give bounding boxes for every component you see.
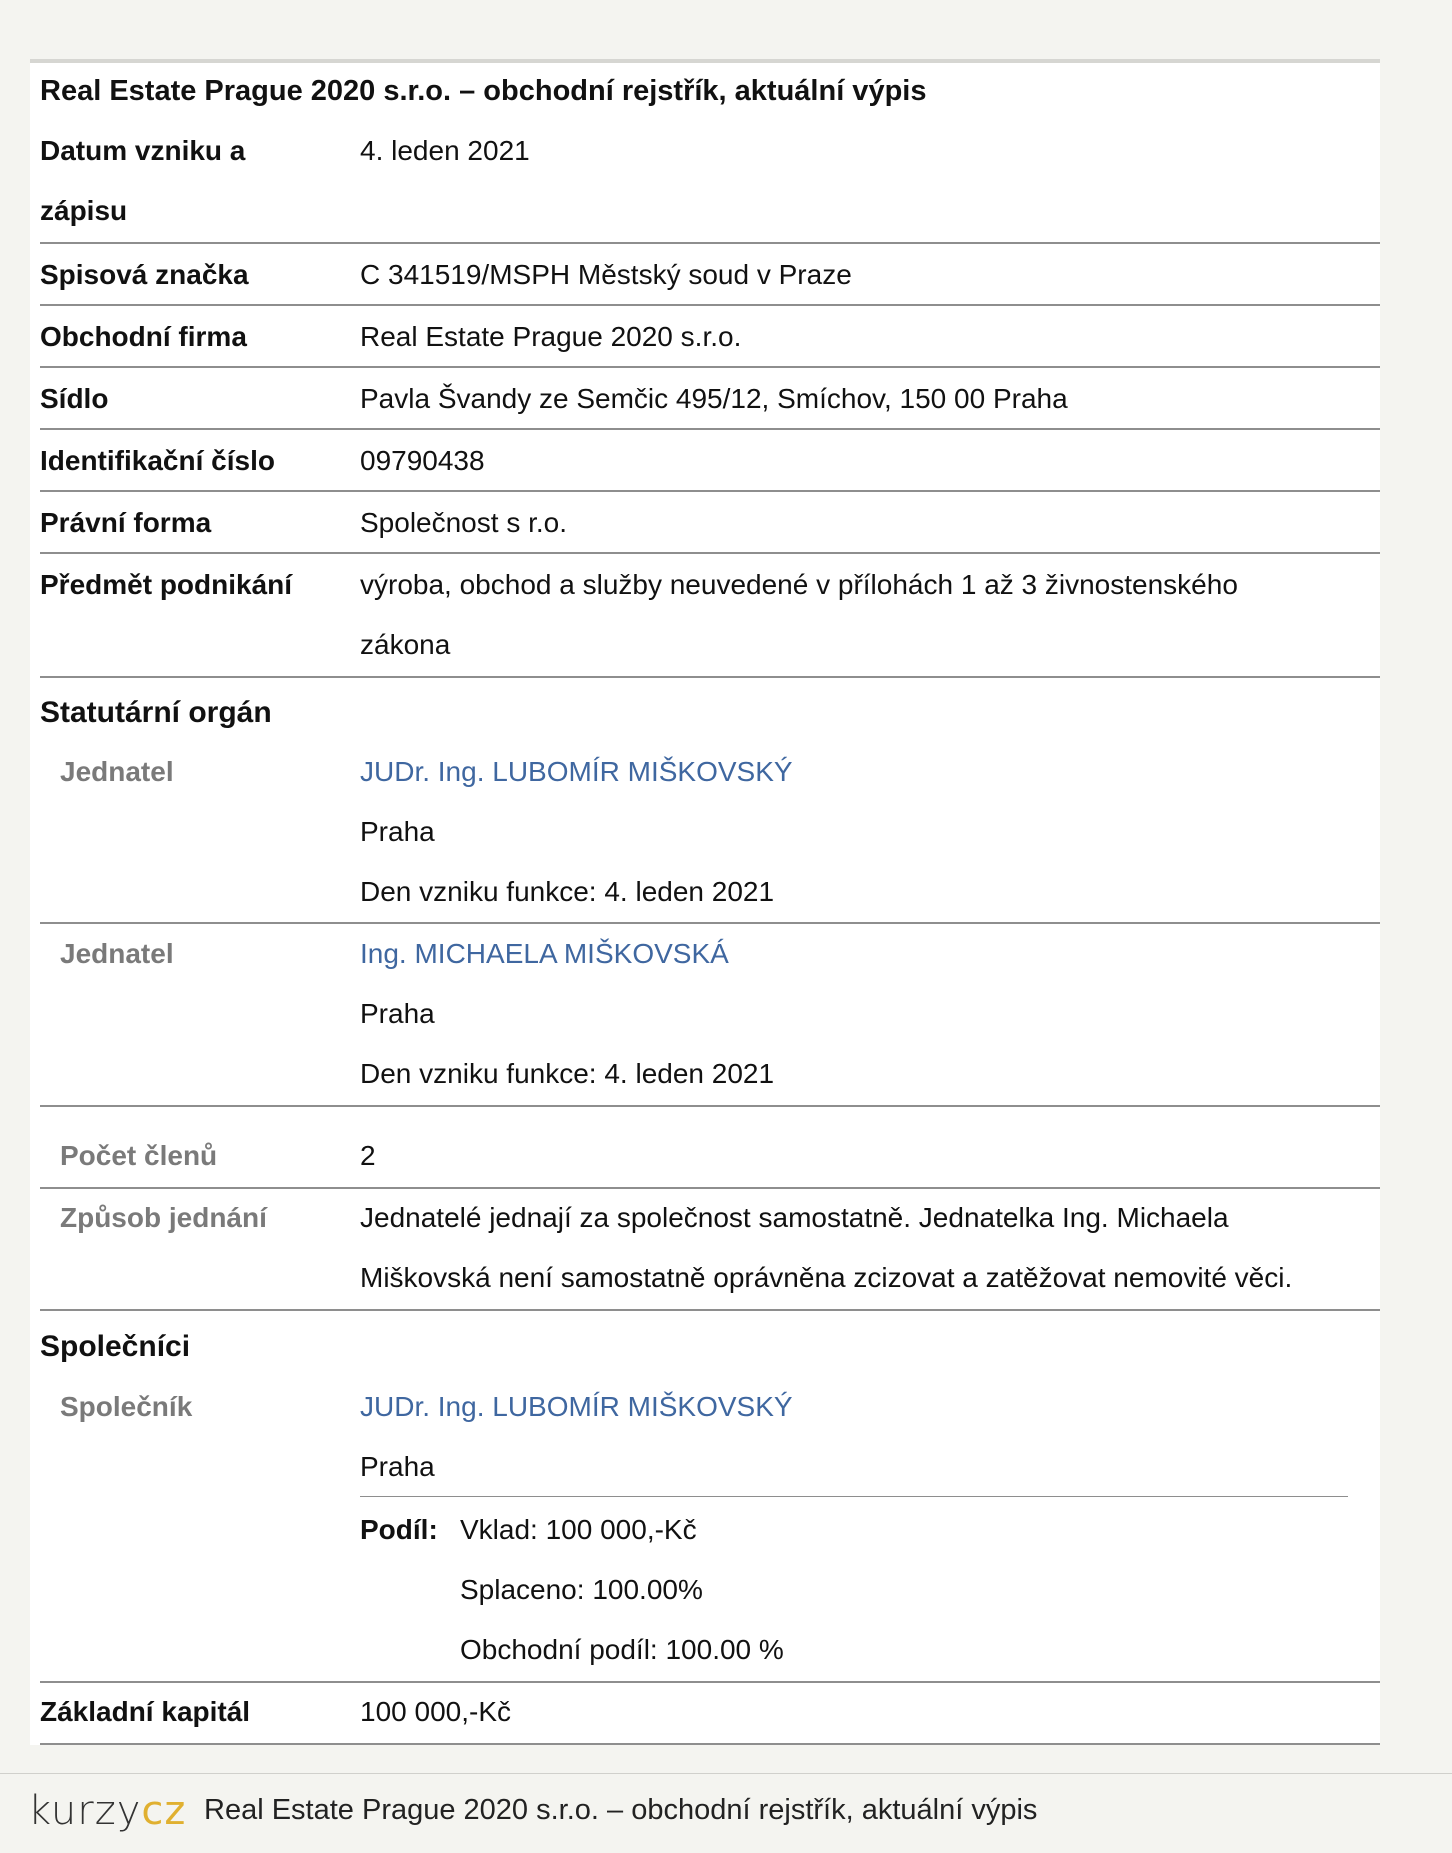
label-forma: Právní forma [40,507,212,538]
divider [40,366,1380,368]
divider [40,676,1380,678]
divider [40,552,1380,554]
value-splaceno: Splaceno: 100.00% [460,1574,703,1605]
footer [0,1773,1452,1853]
value-pocet: 2 [360,1140,376,1171]
value-spolecnik-city: Praha [360,1451,435,1482]
value-zpusob-line1: Jednatelé jednají za společnost samostatně. Jednatelka Ing. Michaela [360,1202,1229,1233]
value-jednatel-1-city: Praha [360,816,435,847]
divider [40,1743,1380,1745]
value-vklad: Vklad: 100 000,-Kč [460,1514,697,1545]
label-jednatel-1: Jednatel [60,756,174,787]
divider [40,1105,1380,1107]
kurzy-logo[interactable]: kurzycz [28,1788,187,1834]
label-ico: Identifikační číslo [40,445,275,476]
value-zpusob-line2: Miškovská není samostatně oprávněna zcizovat a zatěžovat nemovité věci. [360,1262,1293,1293]
value-ico: 09790438 [360,445,485,476]
value-datum: 4. leden 2021 [360,135,530,166]
value-spis: C 341519/MSPH Městský soud v Praze [360,259,852,290]
label-kapital: Základní kapitál [40,1696,251,1727]
value-jednatel-1-since: Den vzniku funkce: 4. leden 2021 [360,876,775,907]
label-firma: Obchodní firma [40,321,247,352]
label-predmet: Předmět podnikání [40,569,293,600]
divider [40,1309,1380,1311]
label-datum-line1: Datum vzniku a [40,135,246,166]
label-pocet: Počet členů [60,1140,218,1171]
value-sidlo: Pavla Švandy ze Semčic 495/12, Smíchov, 150 00 Praha [360,383,1068,414]
divider [40,242,1380,244]
section-spolecnici: Společníci [40,1330,191,1363]
link-spolecnik[interactable]: JUDr. Ing. LUBOMÍR MIŠKOVSKÝ [360,1391,793,1422]
divider [360,1496,1348,1497]
divider [40,428,1380,430]
label-jednatel-2: Jednatel [60,938,174,969]
value-jednatel-2-city: Praha [360,998,435,1029]
link-jednatel-2[interactable]: Ing. MICHAELA MIŠKOVSKÁ [360,938,729,969]
value-obchodni-podil: Obchodní podíl: 100.00 % [460,1634,784,1665]
value-predmet-line2: zákona [360,629,451,660]
label-spolecnik: Společník [60,1391,193,1422]
value-predmet-line1: výroba, obchod a služby neuvedené v přílohách 1 až 3 živnostenského [360,569,1238,600]
link-jednatel-1[interactable]: JUDr. Ing. LUBOMÍR MIŠKOVSKÝ [360,756,793,787]
section-statutarni: Statutární orgán [40,696,272,729]
divider [40,490,1380,492]
page-title: Real Estate Prague 2020 s.r.o. – obchodní rejstřík, aktuální výpis [40,75,927,107]
value-jednatel-2-since: Den vzniku funkce: 4. leden 2021 [360,1058,775,1089]
label-zpusob: Způsob jednání [60,1202,267,1233]
label-sidlo: Sídlo [40,383,109,414]
value-kapital: 100 000,-Kč [360,1696,511,1727]
label-podil: Podíl: [360,1514,438,1545]
label-datum-line2: zápisu [40,195,128,226]
register-card [30,59,1380,1745]
value-forma: Společnost s r.o. [360,507,568,538]
label-spis: Spisová značka [40,259,249,290]
footer-title: Real Estate Prague 2020 s.r.o. – obchodní rejstřík, aktuální výpis [204,1794,1038,1826]
value-firma: Real Estate Prague 2020 s.r.o. [360,321,742,352]
divider [40,304,1380,306]
